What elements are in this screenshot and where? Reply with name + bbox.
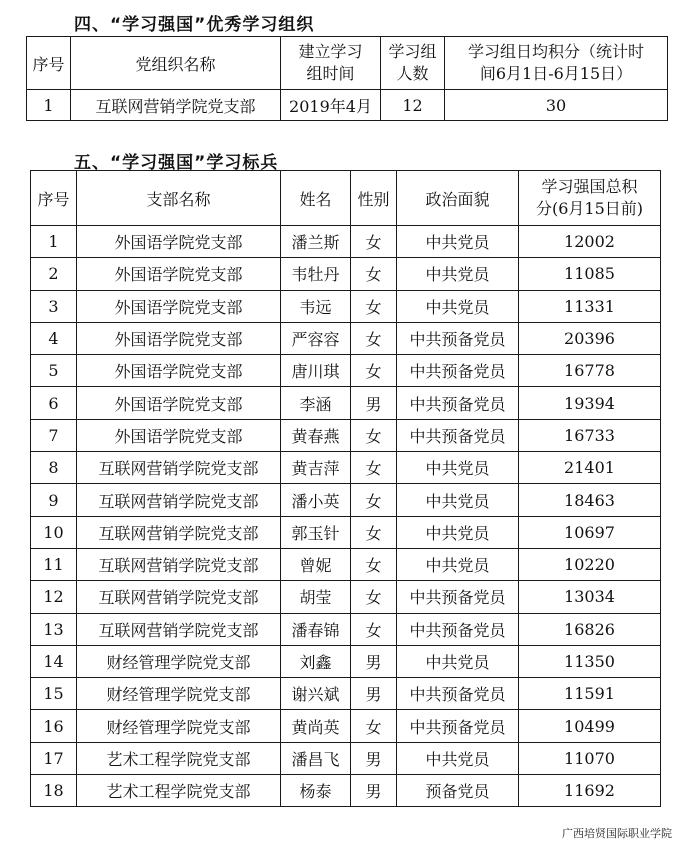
cell-score: 16778 [519,355,661,387]
cell-status: 中共党员 [397,742,519,774]
header-org-name: 党组织名称 [71,37,281,90]
cell-branch: 外国语学院党支部 [77,258,281,290]
cell-name: 刘鑫 [281,645,351,677]
cell-branch: 财经管理学院党支部 [77,678,281,710]
cell-name: 黄吉萍 [281,452,351,484]
cell-name: 唐川琪 [281,355,351,387]
cell-gender: 女 [351,613,397,645]
cell-gender: 男 [351,678,397,710]
cell-branch: 艺术工程学院党支部 [77,742,281,774]
cell-status: 中共党员 [397,226,519,258]
cell-index: 13 [31,613,77,645]
header-score: 学习强国总积 分(6月15日前) [519,171,661,226]
header-index: 序号 [31,171,77,226]
header-status: 政治面貌 [397,171,519,226]
cell-branch: 互联网营销学院党支部 [77,452,281,484]
cell-score: 11692 [519,775,661,807]
cell-gender: 男 [351,645,397,677]
cell-gender: 女 [351,355,397,387]
cell-status: 预备党员 [397,775,519,807]
cell-name: 曾妮 [281,548,351,580]
cell-status: 中共预备党员 [397,613,519,645]
cell-founded: 2019年4月 [281,90,381,121]
header-gender: 性别 [351,171,397,226]
cell-branch: 外国语学院党支部 [77,322,281,354]
cell-gender: 女 [351,548,397,580]
cell-score: 16733 [519,419,661,451]
table-row [31,710,661,742]
cell-score: 11070 [519,742,661,774]
cell-index: 11 [31,548,77,580]
cell-gender: 女 [351,516,397,548]
study-group-header-row [27,37,668,90]
cell-name: 黄春燕 [281,419,351,451]
cell-name: 严容容 [281,322,351,354]
cell-org-name: 互联网营销学院党支部 [71,90,281,121]
cell-branch: 互联网营销学院党支部 [77,548,281,580]
cell-branch: 互联网营销学院党支部 [77,613,281,645]
cell-branch: 财经管理学院党支部 [77,710,281,742]
cell-branch: 互联网营销学院党支部 [77,484,281,516]
cell-status: 中共预备党员 [397,710,519,742]
table-row [31,258,661,290]
cell-status: 中共党员 [397,290,519,322]
cell-gender: 女 [351,258,397,290]
section-4-heading: 四、“学习强国”优秀学习组织 [74,15,315,35]
cell-branch: 艺术工程学院党支部 [77,775,281,807]
study-model-header-row [31,171,661,226]
cell-gender: 女 [351,710,397,742]
cell-index: 9 [31,484,77,516]
header-members: 学习组 人数 [381,37,445,90]
table-row [31,355,661,387]
cell-status: 中共预备党员 [397,678,519,710]
study-model-table [30,170,661,807]
table-row [31,484,661,516]
section-5-heading: 五、“学习强国”学习标兵 [74,153,279,173]
cell-name: 潘春锦 [281,613,351,645]
study-group-table [26,36,668,121]
cell-score: 11331 [519,290,661,322]
cell-gender: 女 [351,226,397,258]
cell-score: 20396 [519,322,661,354]
cell-index: 12 [31,581,77,613]
cell-name: 黄尚英 [281,710,351,742]
cell-name: 韦牡丹 [281,258,351,290]
table-row [31,613,661,645]
cell-name: 郭玉针 [281,516,351,548]
table-row [31,742,661,774]
header-index: 序号 [27,37,71,90]
cell-name: 李涵 [281,387,351,419]
cell-status: 中共预备党员 [397,419,519,451]
cell-status: 中共党员 [397,516,519,548]
cell-status: 中共党员 [397,258,519,290]
cell-gender: 男 [351,387,397,419]
cell-score: 11591 [519,678,661,710]
table-row [31,645,661,677]
cell-branch: 财经管理学院党支部 [77,645,281,677]
cell-index: 15 [31,678,77,710]
cell-status: 中共党员 [397,548,519,580]
cell-gender: 男 [351,742,397,774]
table-row [31,226,661,258]
cell-index: 5 [31,355,77,387]
cell-score: 11085 [519,258,661,290]
cell-branch: 外国语学院党支部 [77,226,281,258]
table-row [31,581,661,613]
table-row [31,387,661,419]
cell-index: 1 [27,90,71,121]
cell-members: 12 [381,90,445,121]
cell-status: 中共预备党员 [397,355,519,387]
header-founded: 建立学习 组时间 [281,37,381,90]
cell-index: 17 [31,742,77,774]
table-row [27,90,668,121]
cell-index: 8 [31,452,77,484]
cell-status: 中共预备党员 [397,322,519,354]
cell-status: 中共党员 [397,645,519,677]
header-avg-score: 学习组日均积分（统计时 间6月1日-6月15日） [445,37,668,90]
cell-gender: 女 [351,484,397,516]
cell-index: 10 [31,516,77,548]
cell-name: 韦远 [281,290,351,322]
cell-score: 10697 [519,516,661,548]
cell-score: 13034 [519,581,661,613]
cell-branch: 外国语学院党支部 [77,290,281,322]
cell-status: 中共党员 [397,484,519,516]
cell-index: 7 [31,419,77,451]
cell-score: 12002 [519,226,661,258]
table-row [31,419,661,451]
table-row [31,452,661,484]
cell-gender: 女 [351,322,397,354]
table-row [31,290,661,322]
table-row [31,775,661,807]
cell-score: 10499 [519,710,661,742]
cell-avg-score: 30 [445,90,668,121]
cell-score: 11350 [519,645,661,677]
table-row [31,516,661,548]
cell-name: 潘小英 [281,484,351,516]
cell-name: 胡莹 [281,581,351,613]
cell-branch: 外国语学院党支部 [77,387,281,419]
cell-name: 杨泰 [281,775,351,807]
cell-index: 14 [31,645,77,677]
header-name: 姓名 [281,171,351,226]
cell-score: 10220 [519,548,661,580]
cell-index: 2 [31,258,77,290]
cell-index: 16 [31,710,77,742]
cell-gender: 女 [351,452,397,484]
cell-score: 19394 [519,387,661,419]
cell-status: 中共党员 [397,452,519,484]
header-branch: 支部名称 [77,171,281,226]
cell-gender: 女 [351,419,397,451]
cell-score: 16826 [519,613,661,645]
table-row [31,548,661,580]
cell-index: 4 [31,322,77,354]
cell-index: 18 [31,775,77,807]
cell-status: 中共预备党员 [397,387,519,419]
cell-score: 21401 [519,452,661,484]
cell-branch: 外国语学院党支部 [77,355,281,387]
cell-branch: 互联网营销学院党支部 [77,516,281,548]
cell-index: 3 [31,290,77,322]
table-row [31,678,661,710]
cell-gender: 女 [351,290,397,322]
cell-branch: 互联网营销学院党支部 [77,581,281,613]
footer-watermark: 广西培贤国际职业学院 [562,827,672,840]
cell-status: 中共预备党员 [397,581,519,613]
cell-index: 6 [31,387,77,419]
cell-gender: 男 [351,775,397,807]
cell-branch: 外国语学院党支部 [77,419,281,451]
cell-index: 1 [31,226,77,258]
cell-name: 潘兰斯 [281,226,351,258]
table-row [31,322,661,354]
cell-name: 潘昌飞 [281,742,351,774]
cell-gender: 女 [351,581,397,613]
cell-score: 18463 [519,484,661,516]
cell-name: 谢兴斌 [281,678,351,710]
